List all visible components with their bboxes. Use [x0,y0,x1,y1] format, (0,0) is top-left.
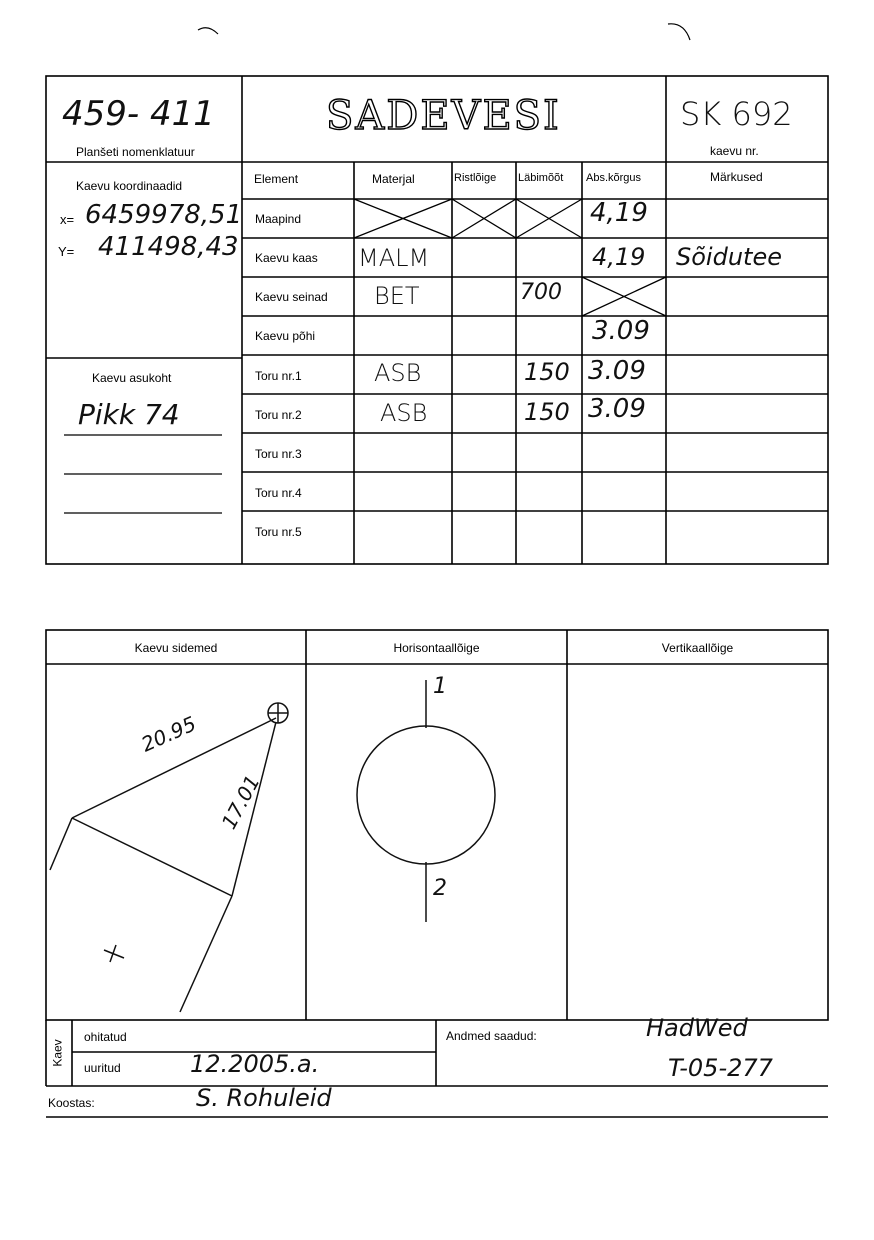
cell-pipe-1-abs-height: 3.09 [588,356,646,386]
measured-label: ohitatud [84,1030,127,1044]
location-label: Kaevu asukoht [92,371,172,385]
row-label-bottom: Kaevu põhi [255,329,316,343]
row-label-ground: Maapind [255,212,302,226]
ties-label: Kaevu sidemed [134,641,218,655]
cell-lid-abs-height: 4,19 [592,243,646,271]
tie-distance-1: 20.95 [137,711,200,757]
cell-ground-abs-height: 4,19 [590,198,648,228]
cell-pipe-2-diameter: 150 [524,398,570,426]
cell-pipe-2-abs-height: 3.09 [588,394,646,424]
row-label-pipe-3: Toru nr.3 [255,447,302,461]
vertical-section-label: Vertikaallõige [661,641,734,655]
tie-distance-2: 17.01 [216,771,265,833]
cell-bottom-abs-height: 3.09 [592,316,650,346]
compiled-by-value: S. Rohuleid [196,1084,332,1112]
pipe-2-label: 2 [433,876,447,901]
coordinates-label: Kaevu koordinaadid [76,179,183,193]
cell-pipe-1-material: ASB [374,359,422,387]
well-number-label: kaevu nr. [710,144,759,158]
col-header-notes: Märkused [710,170,763,184]
col-header-element: Element [254,172,299,186]
location-value: Pikk 74 [78,398,180,431]
page-title: SADEVESI [326,93,561,139]
col-header-cross-section: Ristlõige [454,172,497,184]
cell-pipe-2-material: ASB [380,399,428,427]
row-label-walls: Kaevu seinad [255,290,328,304]
cell-lid-material: MALM [358,244,430,272]
surveyed-label: uuritud [84,1061,121,1075]
surveyed-value: 12.2005.a. [190,1050,320,1078]
col-header-material: Materjal [372,172,415,186]
well-side-label: Kaev [50,1039,65,1067]
row-label-pipe-5: Toru nr.5 [255,525,302,539]
data-source-label: Andmed saadud: [446,1029,537,1043]
y-coordinate: 411498,43 [98,232,239,262]
cell-pipe-1-diameter: 150 [524,358,570,386]
row-label-pipe-4: Toru nr.4 [255,486,302,500]
cell-walls-material: BET [374,282,420,310]
col-header-diameter: Läbimõõt [518,172,564,184]
cell-walls-diameter: 700 [520,280,562,305]
col-header-abs-height: Abs.kõrgus [586,172,642,184]
well-number-value: SK 692 [680,95,793,133]
y-prefix: Y= [58,244,75,259]
x-prefix: x= [60,212,75,227]
cell-lid-notes: Sõidutee [676,243,782,271]
x-coordinate: 6459978,51 [85,200,243,230]
compiled-by-label: Koostas: [48,1096,95,1110]
row-label-pipe-2: Toru nr.2 [255,408,302,422]
pipe-1-label: 1 [433,674,447,699]
map-sheet-label: Planšeti nomenklatuur [76,145,195,159]
data-source-value-1: HadWed [646,1014,748,1042]
row-label-lid: Kaevu kaas [255,251,318,265]
horizontal-section-label: Horisontaallõige [393,641,480,655]
row-label-pipe-1: Toru nr.1 [255,369,302,383]
data-source-value-2: T-05-277 [668,1054,773,1082]
map-sheet-value: 459- 411 [62,94,215,134]
